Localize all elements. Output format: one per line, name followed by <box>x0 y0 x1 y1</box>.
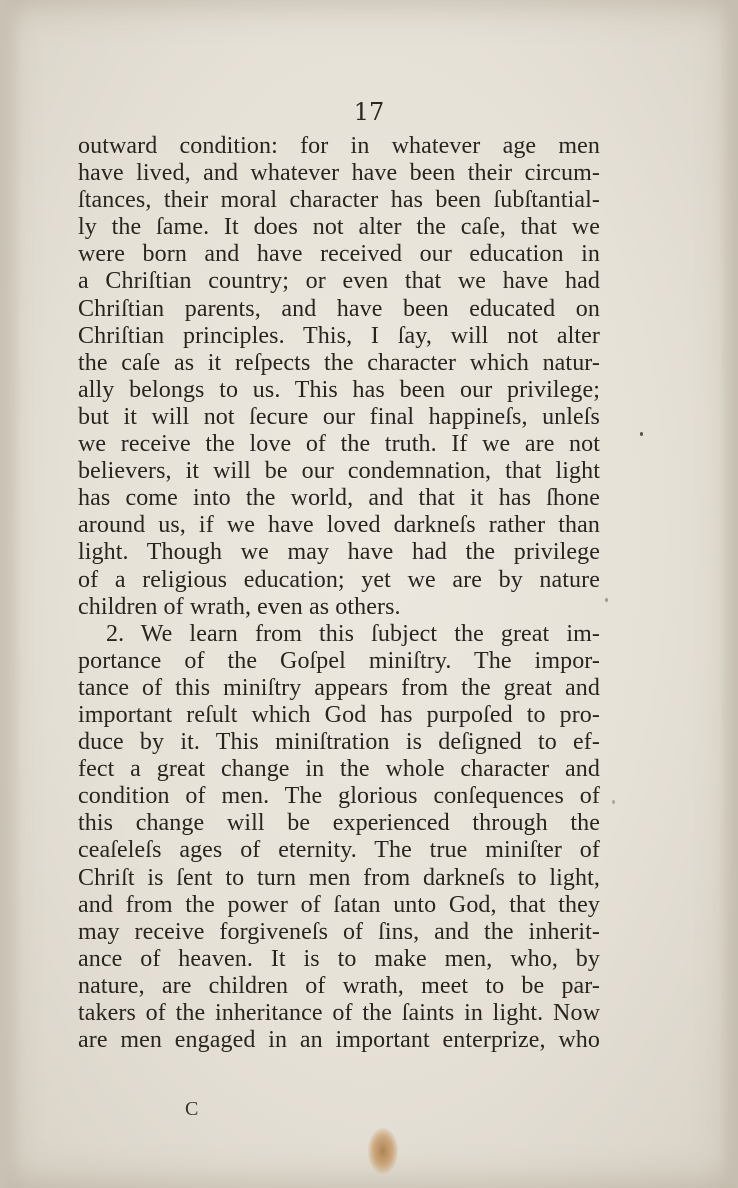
text-line: light. Though we may have had the privilege <box>78 539 600 566</box>
text-line: the caſe as it reſpects the character which natur- <box>78 349 600 376</box>
text-line: tance of this miniſtry appears from the great and <box>78 674 600 701</box>
text-line: condition of men. The glorious conſequences of <box>78 783 600 810</box>
text-line: believers, it will be our condemnation, that light <box>78 458 600 485</box>
page-right-edge <box>720 0 738 1188</box>
body-text <box>78 133 600 1054</box>
text-line: duce by it. This miniſtration is deſigned to ef- <box>78 729 600 756</box>
paper-speck <box>605 598 608 602</box>
text-line: nature, are children of wrath, meet to be par- <box>78 972 600 999</box>
text-line: fect a great change in the whole character and <box>78 756 600 783</box>
text-line: but it will not ſecure our final happineſs, unleſs <box>78 403 600 430</box>
text-line: around us, if we have loved darkneſs rather than <box>78 512 600 539</box>
text-line: ally belongs to us. This has been our privilege; <box>78 376 600 403</box>
signature-mark: C <box>185 1098 199 1120</box>
paper-speck <box>640 432 643 436</box>
text-line: a Chriſtian country; or even that we have had <box>78 268 600 295</box>
text-line: important reſult which God has purpoſed to pro- <box>78 701 600 728</box>
text-line: may receive forgiveneſs of ſins, and the inherit- <box>78 918 600 945</box>
text-line: outward condition: for in whatever age men <box>78 133 600 159</box>
page-number: 17 <box>353 98 385 126</box>
text-line: takers of the inheritance of the ſaints in light. Now <box>78 1000 600 1026</box>
text-line: has come into the world, and that it has ſhone <box>78 485 600 512</box>
text-line: ly the ſame. It does not alter the caſe, that we <box>78 214 600 241</box>
text-line: we receive the love of the truth. If we are not <box>78 431 600 458</box>
paper-stain <box>368 1128 398 1174</box>
paper-speck <box>612 800 615 804</box>
text-line: Chriſtian parents, and have been educated on <box>78 295 600 322</box>
text-line: have lived, and whatever have been their circum- <box>78 160 600 187</box>
text-line: Chriſtian principles. This, I ſay, will not alter <box>78 322 600 349</box>
text-line: of a religious education; yet we are by nature <box>78 566 600 593</box>
text-line: Chriſt is ſent to turn men from darkneſs to light, <box>78 864 600 891</box>
text-line: 2. We learn from this ſubject the great im- <box>106 620 600 647</box>
text-line: were born and have received our education in <box>78 241 600 268</box>
text-line: ance of heaven. It is to make men, who, by <box>78 945 600 972</box>
text-line: ceaſeleſs ages of eternity. The true miniſter of <box>78 837 600 864</box>
text-line: children of wrath, even as others. <box>78 593 401 620</box>
text-line: portance of the Goſpel miniſtry. The impor- <box>78 647 600 674</box>
page-left-edge <box>0 0 22 1188</box>
text-line: and from the power of ſatan unto God, that they <box>78 891 600 918</box>
text-line: are men engaged in an important enterprize, who <box>78 1027 600 1054</box>
text-line: ſtances, their moral character has been ſubſtantial- <box>78 187 600 214</box>
text-line: this change will be experienced through the <box>78 810 600 837</box>
